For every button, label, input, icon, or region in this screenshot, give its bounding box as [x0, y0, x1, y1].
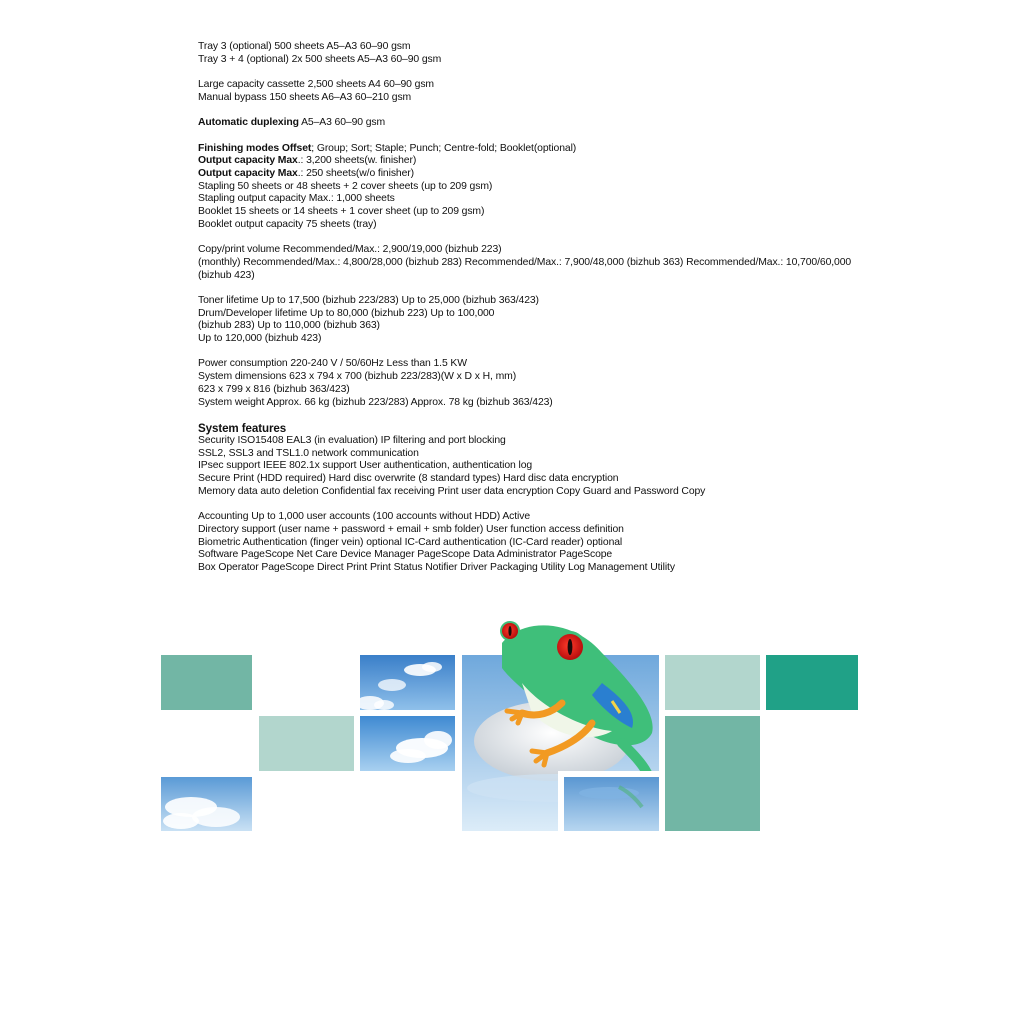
copy-print-volume-line: Copy/print volume Recommended/Max.: 2,900/19,000 (bizhub 223)	[198, 244, 502, 256]
teal-tile	[665, 716, 760, 831]
biometric-line: Biometric Authentication (finger vein) optional IC-Card authentication (IC-Card reader) optional	[198, 536, 623, 548]
reflection-water-icon	[564, 777, 659, 831]
finishing-modes-value: ; Group; Sort; Staple; Punch; Centre-fold; Booklet(optional)	[311, 142, 577, 154]
directory-support-line: Directory support (user name + password + email + smb folder) User function access definition	[198, 523, 624, 535]
tray-3-4-line: Tray 3 + 4 (optional) 2x 500 sheets A5–A3 60–90 gsm	[198, 53, 442, 65]
booklet-output-line: Booklet output capacity 75 sheets (tray)	[198, 218, 377, 230]
tile-gutter	[558, 771, 659, 777]
drum-lifetime-cont2-line: Up to 120,000 (bizhub 423)	[198, 333, 322, 345]
system-dimensions-line: System dimensions 623 x 794 x 700 (bizhub 223/283)(W x D x H, mm)	[198, 371, 517, 383]
tile-gutter	[558, 771, 564, 831]
physical-section	[198, 358, 858, 409]
system-dimensions-cont-line: 623 x 799 x 816 (bizhub 363/423)	[198, 383, 350, 395]
large-capacity-cassette-line: Large capacity cassette 2,500 sheets A4 60–90 gsm	[198, 79, 434, 91]
sky-clouds-icon	[161, 777, 252, 831]
output-capacity-value: .: 250 sheets(w/o finisher)	[297, 167, 414, 179]
lifetime-section	[198, 295, 858, 346]
toner-lifetime-line: Toner lifetime Up to 17,500 (bizhub 223/283) Up to 25,000 (bizhub 363/423)	[198, 294, 539, 306]
booklet-line: Booklet 15 sheets or 14 sheets + 1 cover sheet (up to 209 gsm)	[198, 206, 485, 218]
teal-tile	[161, 655, 252, 710]
software-line: Software PageScope Net Care Device Manager PageScope Data Administrator PageScope	[198, 549, 613, 561]
stapling-output-line: Stapling output capacity Max.: 1,000 sheets	[198, 193, 395, 205]
sky-clouds-icon	[360, 716, 455, 771]
accounting-line: Accounting Up to 1,000 user accounts (100 accounts without HDD) Active	[198, 511, 531, 523]
tray-3-line: Tray 3 (optional) 500 sheets A5–A3 60–90 gsm	[198, 41, 411, 52]
stapling-line: Stapling 50 sheets or 48 sheets + 2 cover sheets (up to 209 gsm)	[198, 180, 493, 192]
security-line: Security ISO15408 EAL3 (in evaluation) IP filtering and port blocking	[198, 434, 506, 446]
cassette-section	[198, 79, 858, 104]
output-capacity-no-finisher-line	[198, 168, 858, 181]
sky-clouds-icon	[360, 655, 455, 710]
duplexing-section	[198, 117, 858, 130]
duplexing-label: Automatic duplexing	[198, 117, 299, 129]
box-operator-line: Box Operator PageScope Direct Print Print Status Notifier Driver Packaging Utility Log Management Utility	[198, 562, 675, 573]
output-capacity-label: Output capacity Max	[198, 155, 298, 167]
output-capacity-value: .: 3,200 sheets(w. finisher)	[297, 155, 417, 167]
ssl-line: SSL2, SSL3 and TSL1.0 network communication	[198, 447, 419, 459]
volume-section	[198, 244, 858, 282]
monthly-volume-line: (monthly) Recommended/Max.: 4,800/28,000 (bizhub 283) Recommended/Max.: 7,900/48,000 (bizhub 363) Recommended/Max.: 10,700/60,000 (bizhub 423)	[198, 256, 854, 281]
output-capacity-label: Output capacity Max	[198, 167, 298, 179]
dark-teal-tile	[766, 655, 858, 710]
memory-deletion-line: Memory data auto deletion Confidential fax receiving Print user data encryption Copy Guard and Password Copy	[198, 485, 706, 497]
drum-lifetime-line: Drum/Developer lifetime Up to 80,000 (bizhub 223) Up to 100,000	[198, 307, 495, 319]
trays-section	[198, 41, 858, 66]
output-capacity-finisher-line	[198, 155, 858, 168]
light-teal-tile	[259, 716, 354, 771]
finishing-modes-label: Finishing modes Offset	[198, 142, 312, 154]
system-features-heading: System features	[198, 421, 287, 435]
duplexing-line	[198, 117, 858, 130]
finishing-modes-line	[198, 143, 858, 156]
secure-print-line: Secure Print (HDD required) Hard disc overwrite (8 standard types) Hard disc data encryption	[198, 473, 619, 485]
ipsec-line: IPsec support IEEE 802.1x support User authentication, authentication log	[198, 460, 533, 472]
drum-lifetime-cont-line: (bizhub 283) Up to 110,000 (bizhub 363)	[198, 320, 380, 332]
duplexing-value: A5–A3 60–90 gsm	[298, 117, 386, 129]
accounting-section	[198, 511, 858, 575]
power-consumption-line: Power consumption 220-240 V / 50/60Hz Less than 1.5 KW	[198, 358, 467, 370]
system-weight-line: System weight Approx. 66 kg (bizhub 223/283) Approx. 78 kg (bizhub 363/423)	[198, 396, 553, 408]
manual-bypass-line: Manual bypass 150 sheets A6–A3 60–210 gsm	[198, 91, 412, 103]
security-section	[198, 435, 858, 499]
spec-sheet-text	[198, 41, 858, 587]
finishing-section	[198, 143, 858, 232]
light-teal-tile	[665, 655, 760, 710]
